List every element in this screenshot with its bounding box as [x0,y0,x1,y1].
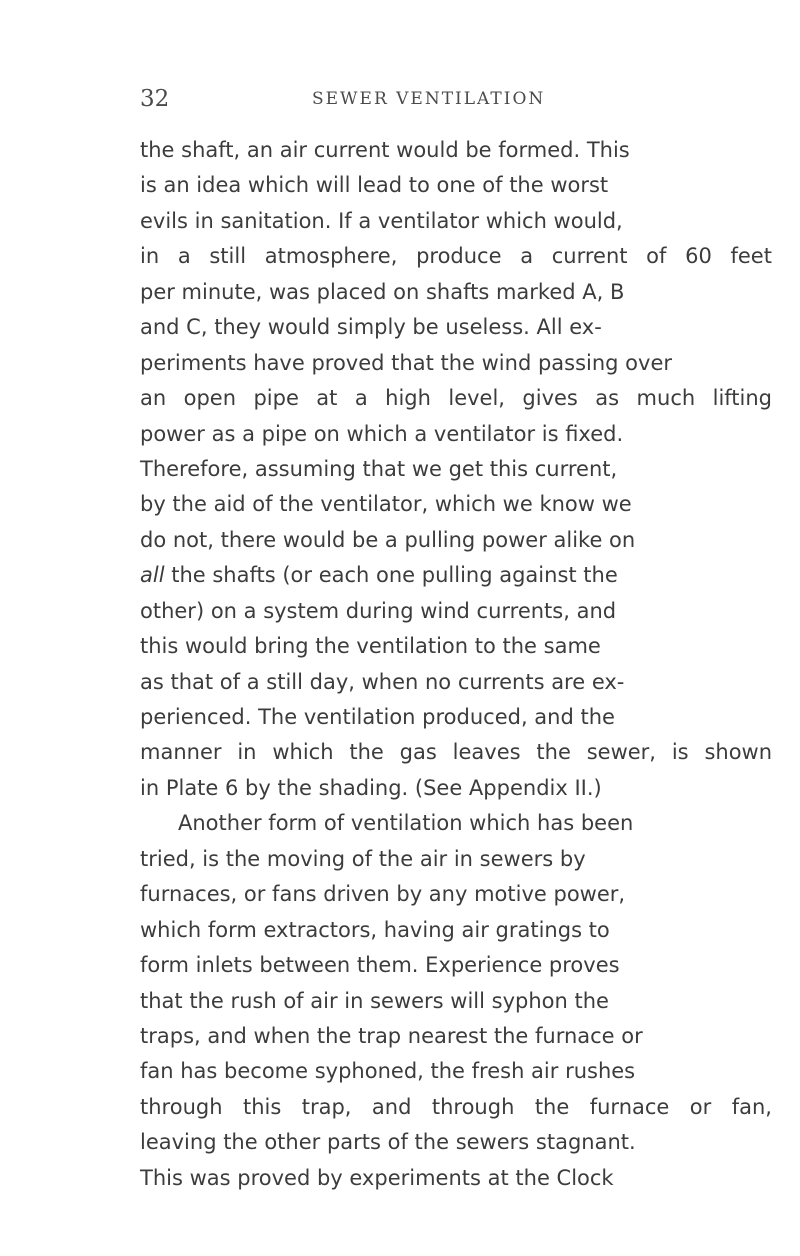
page-number: 32 [140,86,170,112]
text-line: that the rush of air in sewers will syphon the [140,988,609,1013]
text-line: is an idea which will lead to one of the worst [140,173,609,198]
text-line: leaving the other parts of the sewers stagnant. [140,1130,636,1155]
text-line: fan has become syphoned, the fresh air rushes [140,1059,636,1084]
text-line: power as a pipe on which a ventilator is fixed. [140,421,624,446]
text-line: the shaft, an air current would be formed. This [140,138,630,162]
text-line: this would bring the ventilation to the same [140,634,601,659]
running-title: SEWER VENTILATION [312,89,546,109]
text-line: do not, there would be a pulling power alike on [140,527,636,552]
text-line: traps, and when the trap nearest the furnace or [140,1023,643,1048]
running-head [140,86,772,116]
text-line [140,558,780,593]
text-line: by the aid of the ventilator, which we know we [140,492,632,517]
paragraph-start-line: Another form of ventilation which has been [178,811,634,836]
text-line: furnaces, or fans driven by any motive power, [140,882,626,907]
text-line: periments have proved that the wind passing over [140,350,673,375]
text-line: other) on a system during wind currents, and [140,598,617,623]
text-line: perienced. The ventilation produced, and the [140,705,615,729]
text-line: and C, they would simply be useless. All ex- [140,315,602,340]
text-line: which form extractors, having air gratings to [140,917,610,942]
text-line-rest: the shafts (or each one pulling against the [164,563,618,588]
body-text [140,133,780,1196]
emphasis-word: all [140,563,165,588]
text-line: tried, is the moving of the air in sewers by [140,846,586,871]
text-line: Therefore, assuming that we get this current, [140,456,618,481]
text-line: evils in sanitation. If a ventilator which would, [140,208,623,233]
text-line: as that of a still day, when no currents are ex- [140,669,625,694]
text-line: per minute, was placed on shafts marked A, B [140,279,625,304]
text-line: form inlets between them. Experience proves [140,953,620,978]
text-line: This was proved by experiments at the Clock [140,1165,614,1190]
text-line: an open pipe at a high level, gives as much lifting [140,386,773,411]
text-line: in Plate 6 by the shading. (See Appendix II.) [140,775,602,800]
text-line: through this trap, and through the furnace or fan, [140,1094,772,1119]
text-line: manner in which the gas leaves the sewer, is shown [140,740,773,765]
text-line: in a still atmosphere, produce a current of 60 feet [140,244,772,269]
